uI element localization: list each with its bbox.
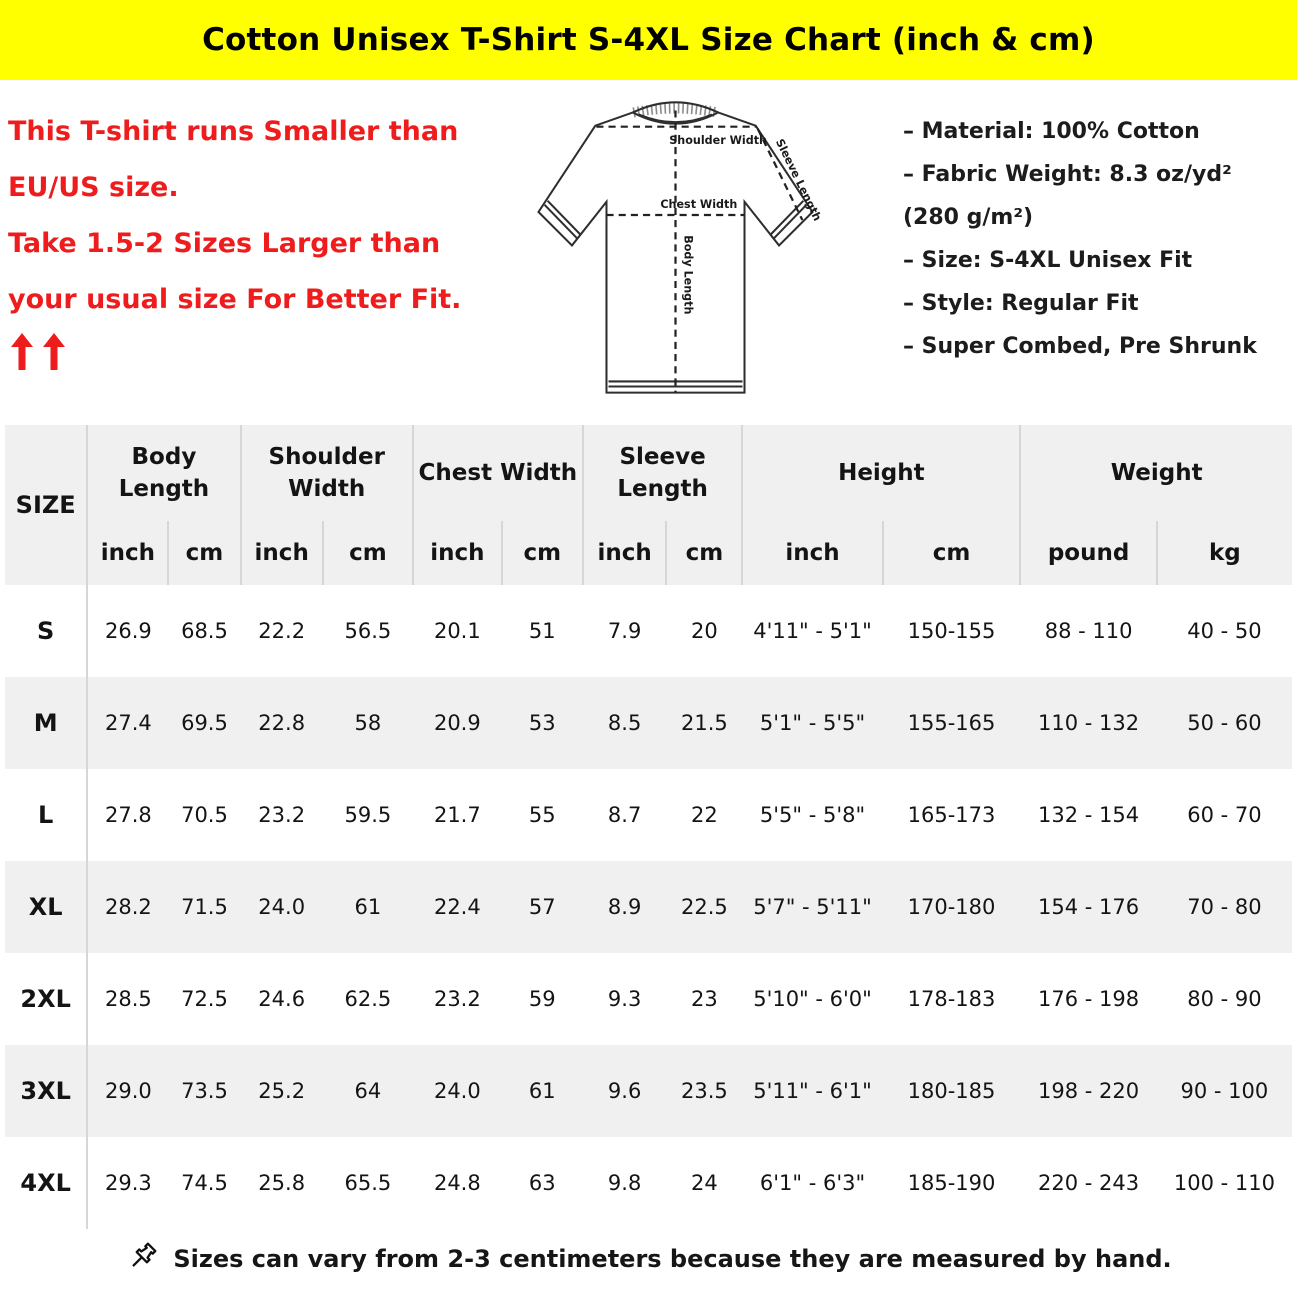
table-cell: 29.3: [105, 1171, 152, 1195]
table-cell: 59.5: [344, 803, 392, 827]
table-cell: 26.9: [105, 619, 152, 643]
table-cell: 68.5: [181, 619, 228, 643]
table-cell: 178-183: [907, 987, 996, 1011]
table-cell: 22.4: [413, 861, 502, 953]
table-cell: 23.2: [258, 803, 306, 827]
unit-header: pound: [1020, 521, 1156, 585]
table-cell: 110 - 132: [1020, 677, 1156, 769]
column-header-shoulder-width: Shoulder Width: [241, 425, 413, 521]
table-row: [5, 585, 1292, 677]
table-cell: 55: [528, 803, 556, 827]
table-cell: 8.7: [607, 803, 642, 827]
spec-item: – Fabric Weight: 8.3 oz/yd² (280 g/m²): [903, 162, 1232, 230]
up-arrows-icon: [10, 332, 505, 376]
fit-notice-lines: [8, 104, 505, 328]
table-cell: 198 - 220: [1020, 1045, 1156, 1137]
size-cell: S: [5, 585, 87, 677]
unit-header: cm: [323, 521, 413, 585]
table-cell: 28.5: [105, 987, 152, 1011]
table-cell: 150-155: [907, 619, 996, 643]
table-cell: 8.9: [583, 861, 667, 953]
table-cell: 8.5: [583, 677, 667, 769]
table-cell: 24: [691, 1171, 718, 1195]
table-cell: 22: [691, 803, 718, 827]
sleeve-length-label: Sleeve Length: [772, 136, 824, 224]
column-header-chest-width: Chest Width: [413, 425, 583, 521]
table-cell: 70 - 80: [1157, 861, 1292, 953]
table-cell: 57: [502, 861, 583, 953]
table-cell: 5'1" - 5'5": [742, 677, 882, 769]
table-row: [5, 1045, 1292, 1137]
unit-header: inch: [742, 521, 882, 585]
size-table-body: [5, 585, 1292, 1229]
table-cell: 21.5: [666, 677, 742, 769]
size-cell: 2XL: [5, 953, 87, 1045]
table-cell: 9.6: [583, 1045, 667, 1137]
table-cell: 50 - 60: [1157, 677, 1292, 769]
table-row: [5, 1137, 1292, 1229]
pushpin-icon: [125, 1240, 159, 1278]
spec-item: – Style: Regular Fit: [903, 291, 1139, 316]
table-cell: 56.5: [344, 619, 392, 643]
table-cell: 220 - 243: [1038, 1171, 1140, 1195]
table-cell: 165-173: [907, 803, 996, 827]
tshirt-measurement-diagram: [505, 80, 845, 425]
table-cell: 27.4: [87, 677, 168, 769]
footer-note-text: Sizes can vary from 2-3 centimeters because they are measured by hand.: [173, 1245, 1172, 1273]
table-cell: 29.0: [87, 1045, 168, 1137]
unit-header: inch: [87, 521, 168, 585]
table-cell: 5'5" - 5'8": [759, 803, 866, 827]
table-cell: 176 - 198: [1038, 987, 1140, 1011]
unit-header: kg: [1157, 521, 1292, 585]
table-cell: 6'1" - 6'3": [759, 1171, 866, 1195]
table-cell: 61: [323, 861, 413, 953]
spec-item: – Material: 100% Cotton: [903, 119, 1200, 144]
table-cell: 59: [528, 987, 556, 1011]
fit-notice-line: This T-shirt runs Smaller than: [8, 116, 459, 147]
table-cell: 22.2: [258, 619, 306, 643]
table-cell: 64: [323, 1045, 413, 1137]
table-cell: 60 - 70: [1187, 803, 1262, 827]
table-cell: 180-185: [883, 1045, 1021, 1137]
table-cell: 80 - 90: [1187, 987, 1262, 1011]
column-header-height: Height: [742, 425, 1020, 521]
table-cell: 53: [502, 677, 583, 769]
size-cell: L: [5, 769, 87, 861]
table-cell: 170-180: [883, 861, 1021, 953]
table-cell: 7.9: [607, 619, 642, 643]
top-section: [0, 80, 1297, 425]
table-cell: 24.8: [433, 1171, 481, 1195]
tshirt-diagram-svg: [508, 80, 843, 420]
fit-notice-line: EU/US size.: [8, 172, 179, 203]
unit-header: cm: [666, 521, 742, 585]
table-cell: 90 - 100: [1157, 1045, 1292, 1137]
table-cell: 5'10" - 6'0": [753, 987, 872, 1011]
footer-note: [0, 1229, 1297, 1289]
column-header-weight: Weight: [1020, 425, 1292, 521]
table-cell: 185-190: [907, 1171, 996, 1195]
table-cell: 74.5: [181, 1171, 228, 1195]
table-cell: 9.3: [607, 987, 642, 1011]
size-chart-table: [5, 425, 1292, 1229]
shoulder-width-label: Shoulder Width: [668, 133, 767, 147]
table-cell: 20.9: [413, 677, 502, 769]
table-cell: 20.1: [433, 619, 481, 643]
table-cell: 88 - 110: [1044, 619, 1133, 643]
table-cell: 23.5: [666, 1045, 742, 1137]
table-cell: 24.6: [258, 987, 306, 1011]
table-cell: 154 - 176: [1020, 861, 1156, 953]
table-cell: 24.0: [241, 861, 323, 953]
table-cell: 27.8: [105, 803, 152, 827]
table-cell: 28.2: [87, 861, 168, 953]
table-cell: 72.5: [181, 987, 228, 1011]
table-cell: 21.7: [433, 803, 481, 827]
table-cell: 132 - 154: [1038, 803, 1140, 827]
table-cell: 61: [502, 1045, 583, 1137]
table-cell: 5'11" - 6'1": [742, 1045, 882, 1137]
table-cell: 65.5: [344, 1171, 392, 1195]
table-cell: 23: [691, 987, 718, 1011]
table-cell: 71.5: [168, 861, 240, 953]
table-cell: 23.2: [433, 987, 481, 1011]
spec-item: – Super Combed, Pre Shrunk: [903, 334, 1257, 359]
table-cell: 25.8: [258, 1171, 306, 1195]
size-cell: 3XL: [5, 1045, 87, 1137]
table-cell: 58: [323, 677, 413, 769]
body-length-label: Body Length: [681, 235, 695, 315]
table-cell: 25.2: [241, 1045, 323, 1137]
table-cell: 100 - 110: [1173, 1171, 1275, 1195]
unit-header: inch: [413, 521, 502, 585]
column-header-sleeve-length: Sleeve Length: [583, 425, 743, 521]
table-cell: 22.5: [666, 861, 742, 953]
fit-notice: [0, 80, 505, 425]
size-cell: XL: [5, 861, 87, 953]
table-cell: 24.0: [413, 1045, 502, 1137]
table-cell: 63: [528, 1171, 556, 1195]
column-header-body-length: Body Length: [87, 425, 240, 521]
product-specs: [845, 80, 1297, 425]
size-cell: 4XL: [5, 1137, 87, 1229]
fit-notice-line: Take 1.5-2 Sizes Larger than: [8, 228, 441, 259]
table-row: [5, 769, 1292, 861]
fit-notice-line: your usual size For Better Fit.: [8, 284, 462, 315]
unit-header: inch: [583, 521, 667, 585]
column-header-size: SIZE: [5, 425, 87, 585]
table-cell: 155-165: [883, 677, 1021, 769]
unit-header: inch: [241, 521, 323, 585]
table-row: [5, 677, 1292, 769]
table-cell: 62.5: [344, 987, 392, 1011]
table-cell: 4'11" - 5'1": [753, 619, 872, 643]
title-banner: [0, 0, 1297, 80]
page-title: Cotton Unisex T-Shirt S-4XL Size Chart (inch & cm): [202, 22, 1095, 58]
table-cell: 69.5: [168, 677, 240, 769]
chest-width-label: Chest Width: [659, 197, 737, 211]
table-cell: 9.8: [607, 1171, 642, 1195]
table-cell: 73.5: [168, 1045, 240, 1137]
table-cell: 70.5: [181, 803, 228, 827]
table-row: [5, 861, 1292, 953]
table-cell: 51: [528, 619, 556, 643]
unit-header: cm: [502, 521, 583, 585]
unit-header: cm: [883, 521, 1021, 585]
unit-header: cm: [168, 521, 240, 585]
spec-item: – Size: S-4XL Unisex Fit: [903, 248, 1193, 273]
table-cell: 20: [691, 619, 718, 643]
table-row: [5, 953, 1292, 1045]
table-cell: 5'7" - 5'11": [742, 861, 882, 953]
table-cell: 40 - 50: [1187, 619, 1262, 643]
size-cell: M: [5, 677, 87, 769]
table-cell: 22.8: [241, 677, 323, 769]
